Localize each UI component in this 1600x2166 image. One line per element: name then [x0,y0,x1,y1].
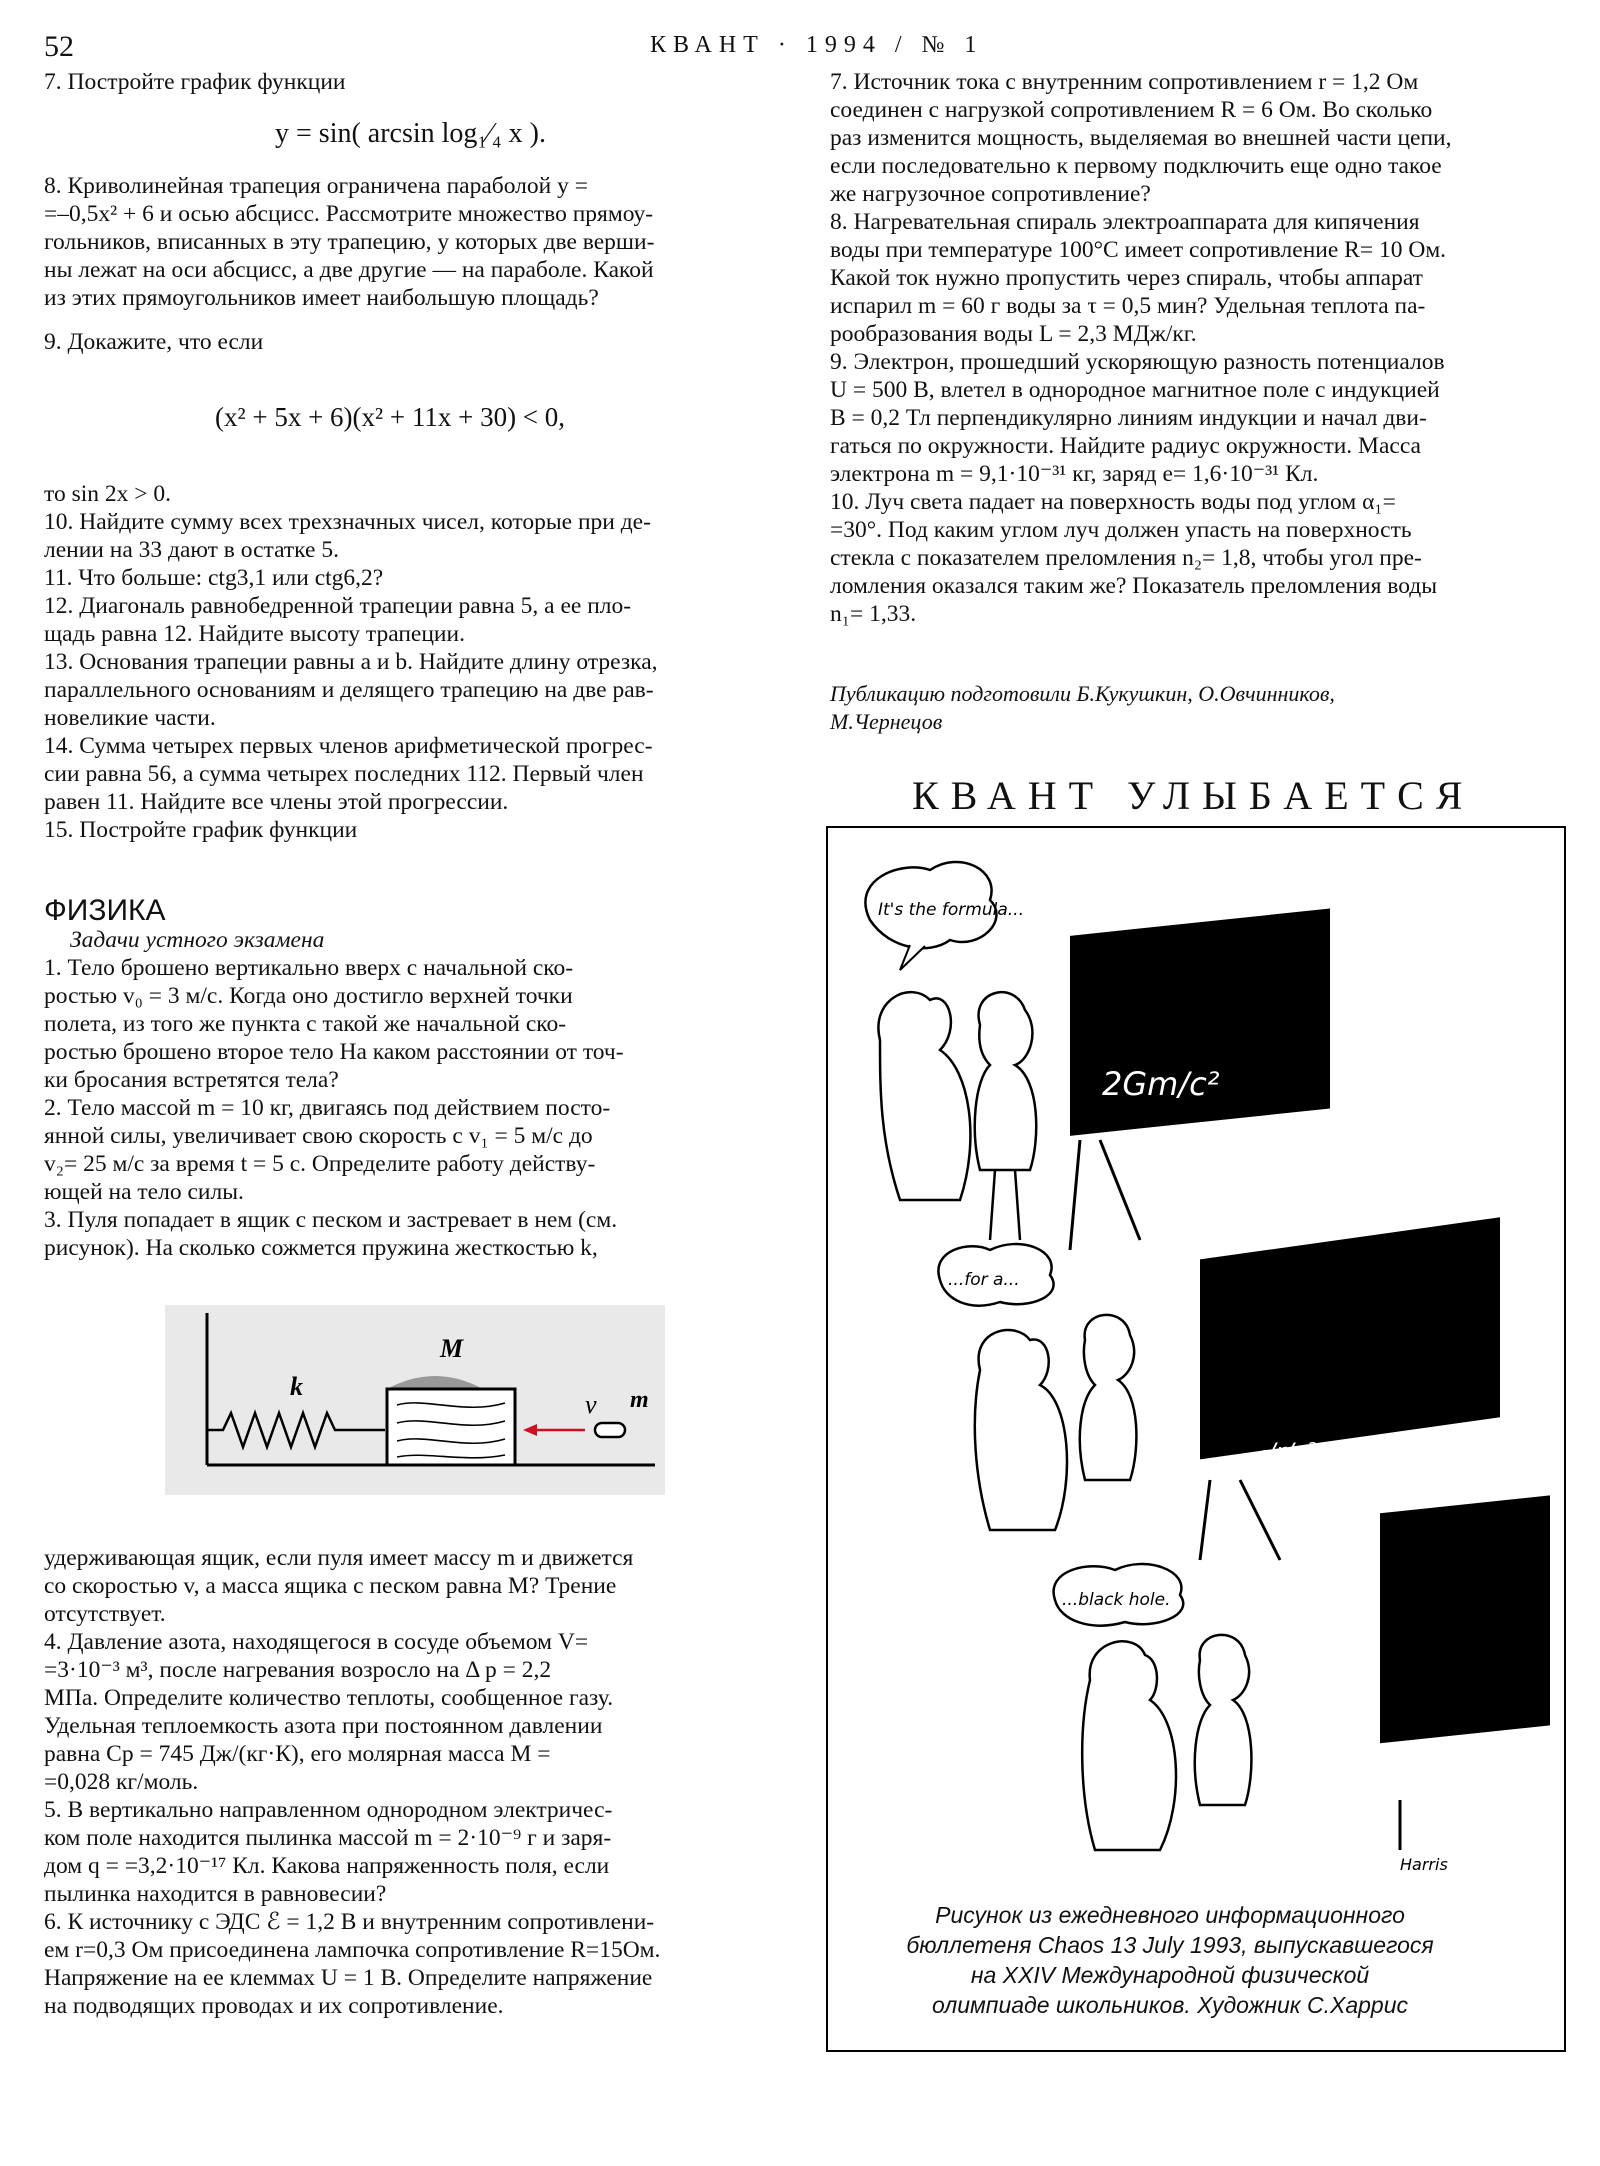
speech-text-1: It's the formula... [878,900,1024,920]
board-leg-2a [1200,1480,1210,1560]
problem-p4-line-2: =3·10⁻³ м³, после нагревания возросло на Δ p = 2,2 [44,1657,552,1683]
problem-r8-line-3: Какой ток нужно пропустить через спираль, чтобы аппарат [830,265,1423,291]
speech-text-3: ...black hole. [1062,1590,1171,1610]
problem-p6-line-1: 6. К источнику с ЭДС ℰ = 1,2 В и внутренним сопротивлени- [44,1909,655,1935]
student-1 [975,992,1036,1170]
problem-p5-line-1: 5. В вертикально направленном однородном электричес- [44,1797,613,1823]
student-3 [1195,1635,1252,1805]
section-heading-physics: ФИЗИКА [44,894,166,927]
cartoon-caption-line-1: Рисунок из ежедневного информационного [935,1902,1405,1928]
page-number: 52 [44,30,74,63]
cartoon-drawing [840,840,1552,1880]
problem-r9-line-2: U = 500 В, влетел в однородное магнитное поле с индукцией [830,377,1440,403]
scientist-3 [1082,1641,1176,1850]
problem-p4-line-6: =0,028 кг/моль. [44,1769,199,1795]
student-1-legs-b [1015,1170,1020,1240]
problem-p2-line-2: янной силы, увеличивает свою скорость с v₁ = 5 м/с до [44,1123,593,1149]
problem-m9-line-1: 9. Докажите, что если [44,329,264,355]
problem-r9-line-3: B = 0,2 Тл перпендикулярно линиям индукции и начал дви- [830,405,1427,431]
bullet [595,1423,625,1437]
cartoon-panel-1 [865,862,1330,1250]
bullet-box-spring-figure [165,1305,665,1495]
problem-r9-line-4: гаться по окружности. Найдите радиус окружности. Масса [830,433,1421,459]
problem-p1-line-5: ки бросания встретятся тела? [44,1067,339,1093]
cartoon-caption-line-3: на XXIV Международной физической [970,1962,1370,1988]
problem-r7-line-1: 7. Источник тока с внутренним сопротивлением r = 1,2 Ом [830,69,1419,95]
problem-m8-line-1: 8. Криволинейная трапеция ограничена параболой y = [44,173,588,199]
problem-p2-line-1: 2. Тело массой m = 10 кг, двигаясь под действием посто- [44,1095,611,1121]
label-box-m: M [440,1334,464,1363]
problem-m12-line-1: 12. Диагональ равнобедренной трапеции равна 5, а ее пло- [44,593,632,619]
problem-p2-line-3: v₂= 25 м/с за время t = 5 с. Определите работу действу- [44,1151,596,1177]
credits-line-1: Публикацию подготовили Б.Кукушкин, О.Овчинников, [830,681,1335,706]
board-leg-1a [1070,1140,1080,1250]
problem-m8-line-5: из этих прямоугольников имеет наибольшую площадь? [44,285,599,311]
blackboard-text-1: 2Gm/c² [1102,1065,1220,1103]
problem-p1-line-2: ростью v₀ = 3 м/с. Когда оно достигло верхней точки [44,983,573,1009]
problem-p5-line-3: дом q = =3,2·10⁻¹⁷ Кл. Какова напряженность поля, если [44,1853,610,1879]
problem-r7-line-2: соединен с нагрузкой сопротивлением R = 6 Ом. Во сколько [830,97,1433,123]
problem-m13-line-2: параллельного основаниям и делящего трапецию на две рав- [44,677,654,703]
problem-p6-line-2: ем r=0,3 Ом присоединена лампочка сопротивление R=15Ом. [44,1937,661,1963]
problem-m8-line-3: гольников, вписанных в эту трапецию, у которых две верши- [44,229,655,255]
problem-p3b-line-2: со скоростью v, а масса ящика с песком равна M? Трение [44,1573,617,1599]
problem-r10-line-3: стекла с показателем преломления n₂= 1,8, чтобы угол пре- [830,545,1422,571]
problem-r7-line-4: если последовательно к первому подключить еще одно такое [830,153,1442,179]
problem-m11-line-1: 11. Что больше: ctg3,1 или ctg6,2? [44,565,384,591]
cartoon-panel-3 [1054,1495,1550,1874]
blackboard-3 [1380,1495,1550,1743]
board-leg-1b [1100,1140,1140,1240]
problem-r10-line-1: 10. Луч света падает на поверхность воды под углом α₁= [830,489,1396,515]
problem-m13-line-1: 13. Основания трапеции равны a и b. Найдите длину отрезка, [44,649,658,675]
problem-m8-line-4: ны лежат на оси абсцисс, а две другие — на параболе. Какой [44,257,654,283]
problem-p3-line-2: рисунок). На сколько сожмется пружина жесткостью k, [44,1235,598,1261]
formula-problem-9: (x² + 5x + 6)(x² + 11x + 30) < 0, [215,402,566,432]
cartoon-panel-2 [938,1217,1500,1560]
problem-r7-line-3: раз изменится мощность, выделяемая во внешней части цепи, [830,125,1452,151]
problem-p6-line-4: на подводящих проводах и их сопротивление. [44,1993,504,2019]
problem-m14-line-1: 14. Сумма четырех первых членов арифметической прогрес- [44,733,653,759]
student-1-legs [990,1170,995,1240]
problem-m10-line-1: 10. Найдите сумму всех трехзначных чисел, которые при де- [44,509,651,535]
problem-r8-line-4: испарил m = 60 г воды за τ = 0,5 мин? Удельная теплота па- [830,293,1426,319]
problem-p4-line-5: равна Cp = 745 Дж/(кг·К), его молярная масса M = [44,1741,551,1767]
problem-p4-line-1: 4. Давление азота, находящегося в сосуде объемом V= [44,1629,589,1655]
problem-p3b-line-1: удерживающая ящик, если пуля имеет массу m и движется [44,1545,634,1571]
artist-signature: Harris [1400,1855,1448,1874]
problem-m15-line-1: 15. Постройте график функции [44,817,358,843]
problem-p4-line-3: МПа. Определите количество теплоты, сообщенное газу. [44,1685,614,1711]
speech-tail-1 [900,945,925,970]
label-bullet-m: m [630,1387,649,1413]
problem-p5-line-2: ком поле находится пылинка массой m = 2·10⁻⁹ г и заря- [44,1825,612,1851]
problem-r10-line-2: =30°. Под каким углом луч должен упасть на поверхность [830,517,1412,543]
problem-m9b-line-1: то sin 2x > 0. [44,481,172,507]
label-velocity-v: v [585,1390,597,1419]
problem-p1-line-1: 1. Тело брошено вертикально вверх с начальной ско- [44,955,574,981]
blackboard-text-2: ·/r/c² [1260,1438,1317,1466]
problem-p5-line-4: пылинка находится в равновесии? [44,1881,387,1907]
blackboard-2 [1200,1217,1500,1459]
problem-r7-line-5: же нагрузочное сопротивление? [830,181,1151,207]
problem-r10-line-5: n₁= 1,33. [830,601,917,627]
problem-r8-line-2: воды при температуре 100°С имеет сопротивление R= 10 Ом. [830,237,1447,263]
problem-m12-line-2: щадь равна 12. Найдите высоту трапеции. [44,621,465,647]
scientist-1 [878,992,970,1200]
problem-m7-line-1: 7. Постройте график функции [44,69,346,95]
problem-p3b-line-3: отсутствует. [44,1601,166,1627]
label-spring-k: k [290,1372,303,1401]
problem-p2-line-4: ющей на тело силы. [44,1179,244,1205]
scientist-2 [975,1330,1067,1530]
problem-p1-line-4: ростью брошено второе тело На каком расстоянии от точ- [44,1039,624,1065]
board-leg-2b [1240,1480,1280,1560]
problem-r9-line-1: 9. Электрон, прошедший ускоряющую разность потенциалов [830,349,1445,375]
problem-p4-line-4: Удельная теплоемкость азота при постоянном давлении [44,1713,603,1739]
problem-m14-line-3: равен 11. Найдите все члены этой прогрессии. [44,789,509,815]
cartoon-caption-line-4: олимпиаде школьников. Художник С.Харрис [931,1992,1408,2018]
cartoon-section-title: КВАНТ УЛЫБАЕТСЯ [912,773,1475,818]
problem-m14-line-2: сии равна 56, а сумма четырех последних 112. Первый член [44,761,644,787]
student-2 [1080,1315,1137,1480]
problem-m10-line-2: лении на 33 дают в остатке 5. [44,537,339,563]
problem-r9-line-5: электрона m = 9,1·10⁻³¹ кг, заряд e= 1,6·10⁻³¹ Кл. [830,461,1319,487]
cartoon-caption-line-2: бюллетеня Chaos 13 July 1993, выпускавшегося [906,1932,1434,1958]
running-title: КВАНТ · 1994 / № 1 [650,32,984,58]
problem-m13-line-3: новеликие части. [44,705,216,731]
physics-subheading: Задачи устного экзамена [70,927,325,953]
credits-line-2: М.Чернецов [830,709,943,734]
wooden-box [387,1389,515,1465]
problem-m8-line-2: =–0,5x² + 6 и осью абсцисс. Рассмотрите множество прямоу- [44,201,654,227]
problem-r8-line-1: 8. Нагревательная спираль электроаппарата для кипячения [830,209,1420,235]
problem-p6-line-3: Напряжение на ее клеммах U = 1 В. Определите напряжение [44,1965,653,1991]
formula-problem-7: y = sin( arcsin log₁⁄₄ x ). [275,118,546,149]
problem-p1-line-3: полета, из того же пункта с такой же начальной ско- [44,1011,567,1037]
problem-r10-line-4: ломления оказался таким же? Показатель преломления воды [830,573,1438,599]
problem-r8-line-5: рообразования воды L = 2,3 МДж/кг. [830,321,1197,347]
speech-text-2: ...for a... [948,1270,1020,1290]
problem-p3-line-1: 3. Пуля попадает в ящик с песком и застревает в нем (см. [44,1207,618,1233]
